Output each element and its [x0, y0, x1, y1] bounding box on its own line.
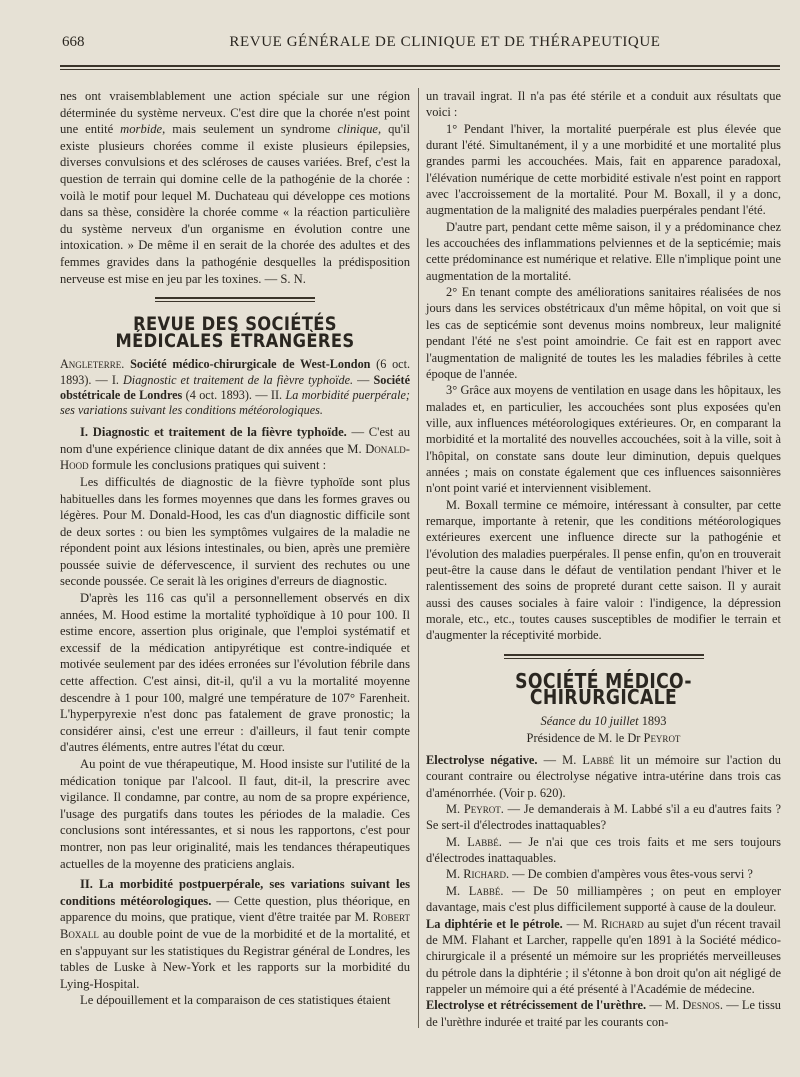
section-ornament-rule-2 [504, 654, 704, 659]
puerperal-conclusion: M. Boxall termine ce mémoire, intéressant à consulter, par cette remarque, importante à retenir, que les conditions météorologiques extérieures exercent une influence directe sur la pathogénie et l'évolution des maladies puerpérales. Il pense enfin, qu'on en trouverait peut-être la cause dans le défaut de ventilation pendant l'hiver et le ralentissement des soins de propreté durant cette saison. Il y aurait aussi des causes sociales à faire valoir : l'indigence, la dépression morale, etc., etc., toutes causes susceptibles de modifier le terrain et d'augmenter la réceptivité morbide. [426, 497, 781, 643]
right-column [426, 88, 781, 1030]
typhoid-paragraph-therapy: Au point de vue thérapeutique, M. Hood insiste sur l'utilité de la médication tonique par l'alcool. Il faut, dit-il, la prescrire avec vigilance. Il condamne, par contre, au nom de sa propre expérience, l'usage des purgatifs dans toutes les périodes de la maladie. Ces conclusions sont intéressantes, et si nous les rapportons, c'est pour montrer, non pas leur originalité, mais les tendances thérapeutiques actuelles de la moyenne des praticiens anglais. [60, 757, 410, 871]
column-divider [418, 88, 419, 1028]
typhoid-section-intro: I. Diagnostic et traitement de la fièvre typhoïde. — C'est au nom d'une expérience clinique datant de dix années que M. Donald-Hood formule les conclusions pratiques qui suivent : [60, 425, 410, 473]
page-number: 668 [62, 34, 85, 50]
discussion-labbe-1: M. Labbé. — Je n'ai que ces trois faits et me sers toujours d'électrodes inattaquables. [426, 834, 781, 866]
typhoid-paragraph-diagnosis: Les difficultés de diagnostic de la fièvre typhoïde sont plus habituelles dans les formes moyennes que dans les formes graves ou légères. Pour M. Donald-Hood, les cas d'un diagnostic difficile sont de deux sortes : ou bien les symptômes vulgaires de la maladie ne répondent point aux lésions intestinales, ou bien, après une première poussée suivie de défervescence, il survient des rechutes ou une seconde poussée. Ce serait là les origines d'erreurs de diagnostic. [60, 474, 410, 589]
puerperal-paragraph-start: Le dépouillement et la comparaison de ces statistiques étaient [80, 993, 391, 1008]
discussion-labbe-2: M. Labbé. — De 50 milliampères ; on peut en employer davantage, mais c'est plus difficilement supporté à cause de la douleur. [426, 883, 781, 915]
section-title-medico-chirurgicale: SOCIÉTÉ MÉDICO-CHIRURGICALE [515, 668, 692, 710]
puerperal-result-1b: D'autre part, pendant cette même saison, il y a prédominance chez les accouchées des inflammations pelviennes et de la septicémie; mais cette prédominance est numérique et relative. Elle n'implique point une augmentation de la mortalité. [426, 219, 781, 283]
left-column [60, 88, 410, 1009]
electrolyse-negative-entry: Electrolyse négative. — M. Labbé lit un mémoire sur l'action du courant contraire ou électrolyse négative intra-utérine dans trois cas d'aménorrhée. (Voir p. 620). [426, 753, 781, 800]
puerperal-section-intro: II. La morbidité postpuerpérale, ses variations suivant les conditions météorologiques. — Cette question, plus théorique, en apparence du moins, que pratique, vient d'être traitée par M. Robert Boxall au double point de vue de la morbidité et de la mortalité, et en s'appuyant sur les statistiques du Registrar général de Londres, les tables de Luske à New-York et les rapports sur la morbidité du Lying-Hospital. [60, 877, 410, 991]
session-date: Séance du 10 juillet 1893 [540, 714, 667, 729]
header-rule-thin [60, 69, 780, 70]
session-presidence: Présidence de M. le Dr Peyrot [526, 730, 681, 745]
section-ornament-rule [155, 297, 315, 302]
page-header [60, 28, 780, 58]
section-abstract: Angleterre. Société médico-chirurgicale de West-London (6 oct. 1893). — I. Diagnostic et traitement de la fièvre typhoïde. — Société obstétricale de Londres (4 oct. 1893). — II. La morbidité puerpérale; ses variations suivant les conditions météorologiques. [60, 357, 410, 417]
typhoid-paragraph-mortality: D'après les 116 cas qu'il a personnellement observés en dix années, M. Hood estime la mortalité typhoïdique à 10 pour 100. Il estime encore, assertion plus originale, que l'emploi systématif et excessif de la médication antipyrétique est contre-indiquée et motivée seulement par des idées erronées sur l'évolution fébrile dans cette affection. C'est ainsi, dit-il, qu'il a vu la mortalité moyenne descendre à 1 pour 100, malgré une température de 107° Farenheit. L'hyperpyrexie n'est donc pas fatalement de grave pronostic; la considérer ainsi, c'est une erreur : d'ailleurs, il faut tenir compte d'autres éléments, entre autres l'état du cœur. [60, 591, 410, 755]
section-title-foreign-societies: REVUE DES SOCIÉTÉS MÉDICALES ÉTRANGÈRES [115, 313, 355, 352]
electrolyse-urethre-entry: Electrolyse et rétrécissement de l'urèthre. — M. Desnos. — Le tissu de l'urèthre indurée et traité par les courants con- [426, 998, 781, 1029]
puerperal-result-2: 2° En tenant compte des améliorations sanitaires réalisées de nos jours dans les services obstétricaux d'un même hôpital, on voit que si les cas de septicémie sont devenus moins nombreux, leur malignité pendant l'été ne s'est point amoindrie. Ce fait est en rapport avec l'augmentation de malignité de toutes les les maladies fébriles à cette époque de l'année. [426, 285, 781, 381]
puerperal-result-1: 1° Pendant l'hiver, la mortalité puerpérale est plus élevée que durant l'été. Simultanément, il y a une morbidité et une mortalité plus grandes parmi les accouchées. Mais, fait en apparence paradoxal, l'élévation numérique de cette morbidité estivale n'est point en rapport avec l'accroissement de la mortalité. Pour M. Boxall, il y a donc, augmentation de la malignité des maladies puerpérales pendant l'été. [426, 121, 781, 218]
discussion-peyrot: M. Peyrot. — Je demanderais à M. Labbé s'il a eu d'autres faits ? Se sert-il d'électrodes inattaquables? [426, 802, 781, 833]
puerperal-results-intro: un travail ingrat. Il n'a pas été stérile et a conduit aux résultats que voici : [426, 89, 781, 120]
chorea-conclusion-paragraph: nes ont vraisemblablement une action spéciale sur une région déterminée du système nerveux. C'est dire que la chorée n'est point une entité morbide, mais seulement un syndrome clinique, qu'il existe plusieurs chorées comme il existe plusieurs épilepsies, diverses convulsions et des scléroses de causes variées. Bref, c'est la question de terrain qui domine celle de la pathogénie de la chorée : voilà le motif pour lequel M. Duchateau qui développe ces motions dans sa thèse, considère la chorée comme « la réaction particulière du système nerveux d'un organisme en évolution contre une intoxication. » De même il en serait de la chorée des adultes et des femmes gravides dans la pathogénie desquelles la prédisposition nerveuse est mise en jeu par les toxines. — S. N. [60, 89, 410, 286]
discussion-richard: M. Richard. — De combien d'ampères vous êtes-vous servi ? [446, 867, 753, 882]
header-rule [60, 65, 780, 67]
diphterie-petrole-entry: La diphtérie et le pétrole. — M. Richard au sujet d'un récent travail de MM. Flahant et Larcher, rappelle qu'en 1891 à la Société médico-chirurgicale il a présenté un mémoire sur les propriétés merveilleuses du pétrole dans la diphtérie ; il s'étonne à bon droit qu'on ait négligé de rappeler un mémoire qui a été présenté à l'Académie de médecine. [426, 916, 781, 996]
running-head: REVUE GÉNÉRALE DE CLINIQUE ET DE THÉRAPEUTIQUE [229, 34, 661, 50]
puerperal-result-3: 3° Grâce aux moyens de ventilation en usage dans les hôpitaux, les malades et, en particulier, les accouchées sont plus exposées qu'en ville, aux influences météorologiques extérieures. Or, en comparant la morbidité et la mortalité des nouvelles accouchées, soit à la ville, soit à l'hôpital, on constate sans doute leur diminution, depuis quelques années ; mais on constate également que ces influences saisonnières n'ont point varié et interviennent visiblement. [426, 383, 781, 496]
